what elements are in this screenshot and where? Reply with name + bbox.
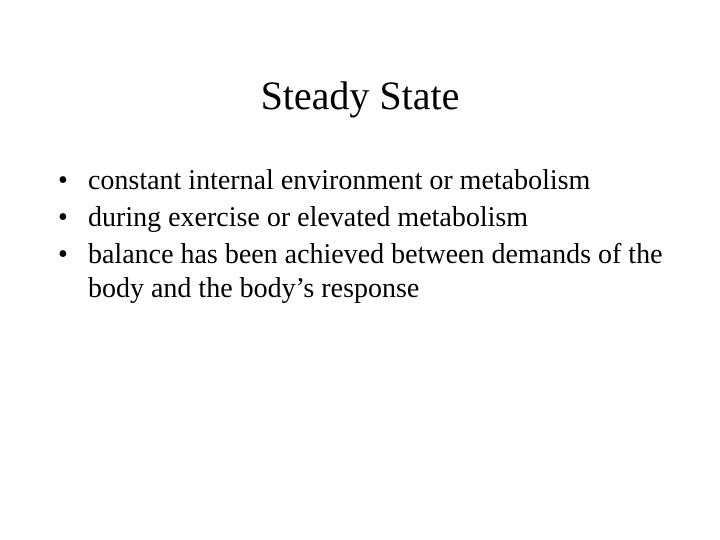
bullet-text: balance has been achieved between demands of the body and the body’s response (88, 239, 663, 304)
bullet-icon: • (58, 239, 68, 270)
bullet-text: constant internal environment or metabolism (88, 165, 591, 196)
slide-title: Steady State (260, 73, 460, 118)
bullet-icon: • (58, 165, 68, 196)
bullet-item (58, 164, 678, 198)
bullet-list (58, 164, 678, 309)
bullet-item (58, 238, 678, 306)
bullet-text: during exercise or elevated metabolism (88, 202, 529, 233)
bullet-item (58, 201, 678, 235)
bullet-icon: • (58, 202, 68, 233)
